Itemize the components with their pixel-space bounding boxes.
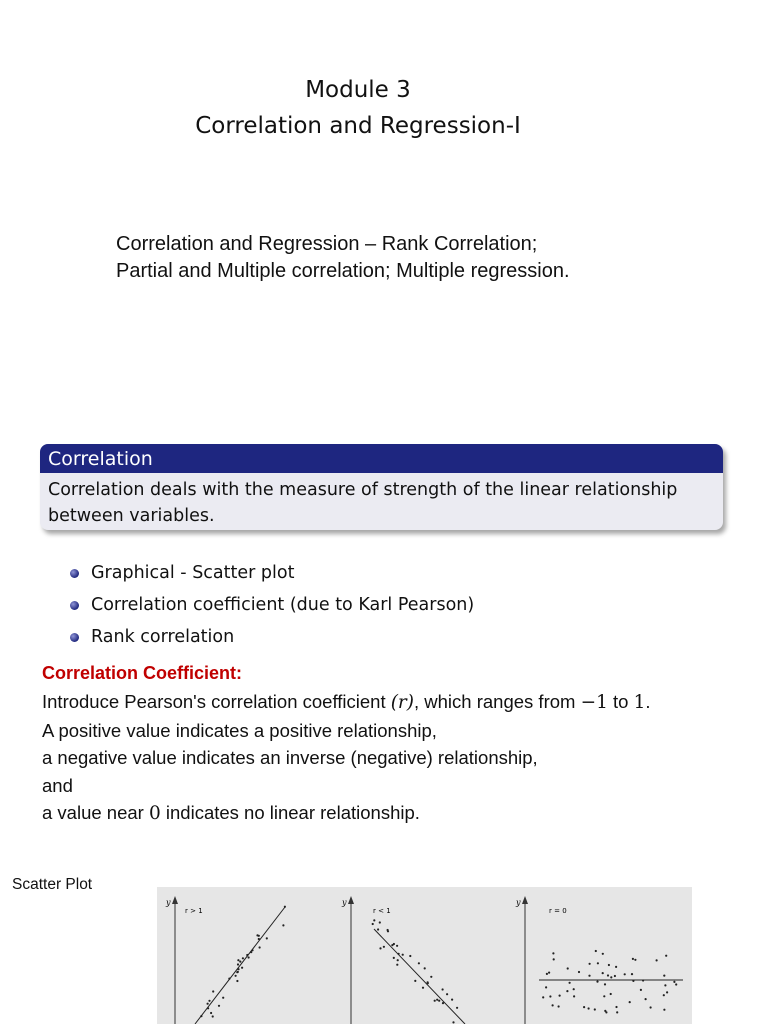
- scatter-dot: [552, 1004, 554, 1006]
- scatter-dot: [589, 963, 591, 965]
- scatter-dot: [446, 993, 448, 995]
- block-body-line-2: between variables.: [48, 506, 215, 526]
- scatter-dot: [418, 962, 420, 964]
- module-subtitle: Correlation and Regression-I: [195, 113, 521, 139]
- scatter-dot: [422, 987, 424, 989]
- scatter-plot-label: Scatter Plot: [12, 876, 93, 893]
- scatter-dot: [456, 1007, 458, 1009]
- scatter-dot: [424, 967, 426, 969]
- scatter-dot: [436, 999, 438, 1001]
- scatter-dot: [673, 981, 675, 983]
- scatter-dot: [634, 959, 636, 961]
- axis-arrow-icon: [522, 896, 528, 904]
- list-item: Rank correlation: [70, 621, 474, 653]
- scatter-dot: [583, 1006, 585, 1008]
- scatter-dot: [559, 995, 561, 997]
- correlation-definition-block: [40, 444, 723, 530]
- block-body: [40, 473, 723, 529]
- scatter-dot: [624, 973, 626, 975]
- scatter-dot: [596, 981, 598, 983]
- panel-caption: r = 0: [549, 907, 567, 915]
- scatter-dot: [373, 919, 375, 921]
- scatter-dot: [588, 975, 590, 977]
- scatter-dot: [615, 1006, 617, 1008]
- scatter-panel-negative: [341, 896, 465, 1024]
- scatter-dot: [409, 955, 411, 957]
- scatter-dot: [379, 921, 381, 923]
- scatter-dot: [251, 949, 253, 951]
- scatter-dot: [222, 997, 224, 999]
- scatter-dot: [434, 1000, 436, 1002]
- scatter-dot: [210, 1012, 212, 1014]
- scatter-dot: [207, 1007, 209, 1009]
- scatter-dot: [642, 979, 644, 981]
- scatter-dot: [208, 1000, 210, 1002]
- scatter-dot: [640, 989, 642, 991]
- scatter-points: [542, 950, 677, 1014]
- scatter-dot: [236, 980, 238, 982]
- coefficient-line-2: A positive value indicates a positive relationship,: [42, 719, 437, 741]
- scatter-panel-positive: [165, 896, 286, 1024]
- scatter-dot: [608, 964, 610, 966]
- scatter-dot: [237, 959, 239, 961]
- scatter-dot: [414, 980, 416, 982]
- r-symbol: (r): [390, 692, 414, 713]
- methods-list: [70, 557, 474, 653]
- scatter-dot: [393, 957, 395, 959]
- scatter-dot: [379, 947, 381, 949]
- block-title: Correlation: [40, 444, 723, 473]
- block-body-line-1: Correlation deals with the measure of strength of the linear relationship: [48, 480, 678, 500]
- panel-caption: r > 1: [185, 907, 203, 915]
- scatter-panel-none: [515, 896, 683, 1024]
- module-title: Module 3: [305, 77, 411, 103]
- scatter-dot: [397, 959, 399, 961]
- scatter-dot: [430, 976, 432, 978]
- scatter-dot: [663, 994, 665, 996]
- scatter-dot: [578, 971, 580, 973]
- list-item: Graphical - Scatter plot: [70, 557, 474, 589]
- scatter-dot: [398, 953, 400, 955]
- scatter-dot: [558, 1005, 560, 1007]
- bullet-icon: [70, 633, 79, 642]
- scatter-dot: [212, 1015, 214, 1017]
- scatter-dot: [393, 943, 395, 945]
- scatter-dot: [548, 972, 550, 974]
- scatter-dot: [212, 990, 214, 992]
- panel-caption: r < 1: [373, 907, 391, 915]
- scatter-dot: [248, 956, 250, 958]
- scatter-dot: [610, 976, 612, 978]
- list-item: Correlation coefficient (due to Karl Pearson): [70, 589, 474, 621]
- scatter-dot: [665, 955, 667, 957]
- scatter-dot: [663, 1009, 665, 1011]
- scatter-dot: [237, 968, 239, 970]
- scatter-dot: [246, 954, 248, 956]
- y-axis-label: y: [516, 898, 521, 907]
- scatter-dot: [235, 975, 237, 977]
- scatter-dot: [605, 1011, 607, 1013]
- y-axis-label: y: [342, 898, 347, 907]
- coefficient-line-3: a negative value indicates an inverse (negative) relationship,: [42, 747, 538, 768]
- scatter-dot: [603, 995, 605, 997]
- scatter-dot: [616, 1011, 618, 1013]
- trend-line: [195, 907, 285, 1024]
- scatter-dot: [438, 1000, 440, 1002]
- scatter-dot: [666, 991, 668, 993]
- scatter-plots-svg: [157, 887, 692, 1024]
- topics-line-2: Partial and Multiple correlation; Multiple regression.: [116, 260, 570, 282]
- scatter-dot: [675, 983, 677, 985]
- scatter-dot: [542, 996, 544, 998]
- scatter-dot: [656, 959, 658, 961]
- scatter-dot: [588, 1007, 590, 1009]
- topics-list: [116, 231, 570, 285]
- trend-line: [374, 929, 465, 1024]
- scatter-dot: [573, 988, 575, 990]
- scatter-dot: [442, 988, 444, 990]
- scatter-dot: [573, 995, 575, 997]
- scatter-dot: [282, 924, 284, 926]
- coefficient-line-5: a value near 0 indicates no linear relationship.: [42, 802, 420, 824]
- topics-line-1: Correlation and Regression – Rank Correlation;: [116, 233, 538, 255]
- scatter-dot: [239, 961, 241, 963]
- scatter-dot: [567, 967, 569, 969]
- scatter-dot: [372, 923, 374, 925]
- scatter-dot: [242, 957, 244, 959]
- scatter-dot: [632, 958, 634, 960]
- scatter-dot: [610, 993, 612, 995]
- scatter-dot: [218, 1005, 220, 1007]
- axis-arrow-icon: [172, 896, 178, 904]
- scatter-dot: [614, 975, 616, 977]
- scatter-dot: [383, 946, 385, 948]
- coefficient-line-4: and: [42, 774, 73, 796]
- scatter-dot: [546, 973, 548, 975]
- scatter-dot: [207, 1003, 209, 1005]
- scatter-dot: [237, 963, 239, 965]
- scatter-dot: [629, 1001, 631, 1003]
- scatter-dot: [258, 938, 260, 940]
- scatter-dot: [284, 906, 286, 908]
- scatter-plot-figure: [157, 887, 692, 1024]
- bullet-icon: [70, 601, 79, 610]
- scatter-dot: [549, 995, 551, 997]
- scatter-dot: [650, 1006, 652, 1008]
- scatter-dot: [663, 975, 665, 977]
- scatter-dot: [566, 990, 568, 992]
- scatter-dot: [631, 973, 633, 975]
- scatter-dot: [250, 951, 252, 953]
- scatter-dot: [615, 966, 617, 968]
- coefficient-line-1: Introduce Pearson's correlation coefficient (r), which ranges from −1 to 1.: [42, 691, 651, 713]
- scatter-dot: [200, 1015, 202, 1017]
- scatter-dot: [552, 952, 554, 954]
- scatter-dot: [259, 946, 261, 948]
- scatter-dot: [452, 1021, 454, 1023]
- scatter-dot: [602, 953, 604, 955]
- scatter-dot: [427, 982, 429, 984]
- scatter-dot: [236, 971, 238, 973]
- scatter-dot: [241, 967, 243, 969]
- scatter-dot: [451, 999, 453, 1001]
- scatter-dot: [632, 980, 634, 982]
- coefficient-heading: Correlation Coefficient:: [42, 663, 243, 683]
- scatter-dot: [377, 928, 379, 930]
- scatter-dot: [595, 950, 597, 952]
- scatter-dot: [645, 998, 647, 1000]
- scatter-dot: [597, 962, 599, 964]
- scatter-dot: [396, 945, 398, 947]
- scatter-dot: [664, 984, 666, 986]
- scatter-dot: [604, 983, 606, 985]
- axis-arrow-icon: [348, 896, 354, 904]
- coefficient-text: [42, 688, 651, 828]
- scatter-dot: [545, 986, 547, 988]
- scatter-dot: [387, 929, 389, 931]
- scatter-dot: [258, 935, 260, 937]
- scatter-dot: [228, 978, 230, 980]
- scatter-dot: [266, 937, 268, 939]
- scatter-dot: [396, 964, 398, 966]
- scatter-dot: [569, 982, 571, 984]
- scatter-dot: [402, 954, 404, 956]
- scatter-dot: [442, 1002, 444, 1004]
- bullet-icon: [70, 569, 79, 578]
- y-axis-label: y: [166, 898, 171, 907]
- scatter-dot: [594, 1008, 596, 1010]
- scatter-dot: [553, 958, 555, 960]
- scatter-dot: [602, 972, 604, 974]
- scatter-dot: [607, 974, 609, 976]
